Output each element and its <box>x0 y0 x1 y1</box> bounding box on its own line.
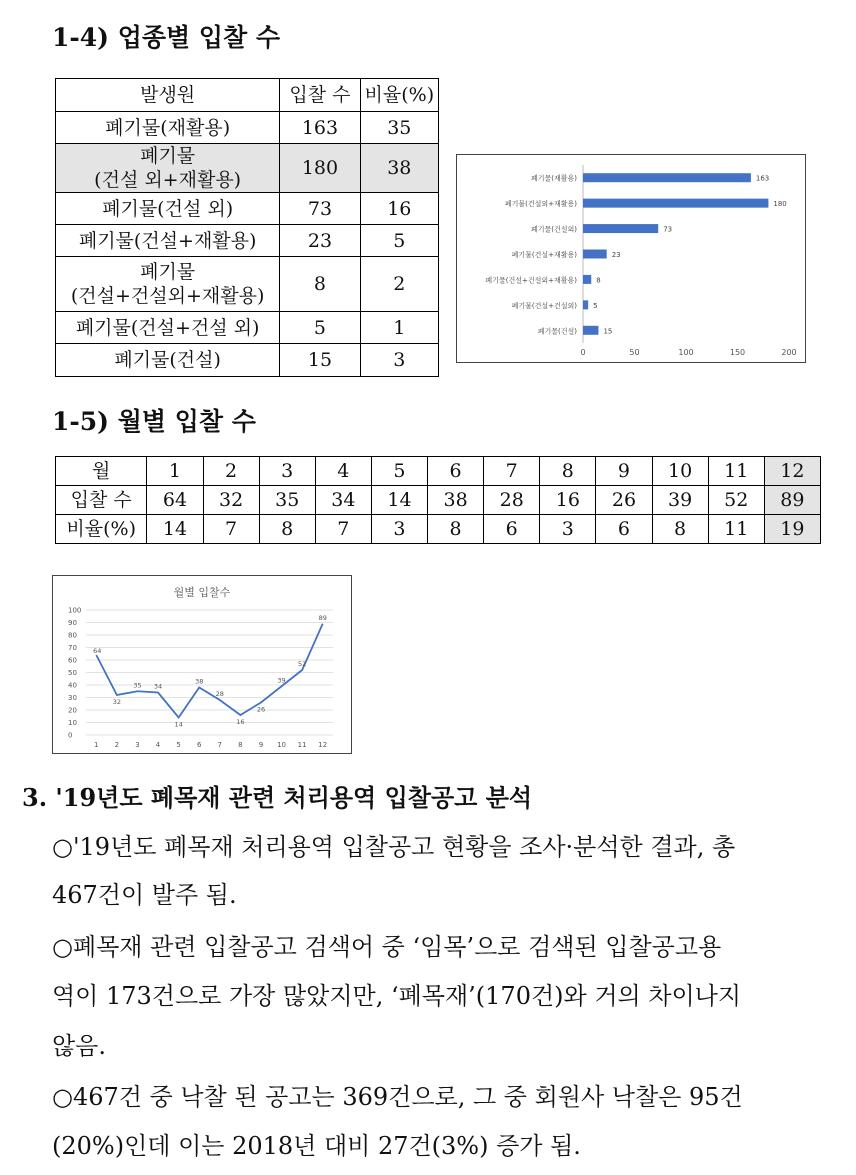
table-row <box>56 486 821 515</box>
table-cell-ratio: 35 <box>360 112 438 144</box>
row-label-cell: 입찰 수 <box>56 486 147 515</box>
category-label: 폐기물(건설외) <box>530 225 577 234</box>
table-cell: 64 <box>147 486 203 515</box>
bar <box>583 275 591 284</box>
table-cell-label: 폐기물(건설+건설 외) <box>56 312 280 344</box>
x-tick-label: 8 <box>238 741 243 749</box>
table-cell: 6 <box>484 515 540 544</box>
x-tick-label: 2 <box>114 741 120 749</box>
table-header-cell: 입찰 수 <box>280 79 360 112</box>
table-cell-ratio: 5 <box>360 225 438 257</box>
category-label: 폐기물(건설+재활용) <box>511 251 577 259</box>
category-label: 폐기물(건설+건설외) <box>511 301 577 310</box>
data-label: 52 <box>297 660 307 668</box>
table-cell-ratio: 3 <box>360 344 438 377</box>
section-heading-3: 3. '19년도 폐목재 관련 처리용역 입찰공고 분석 <box>22 783 533 812</box>
paragraph-3-line-2: (20%)인데 이는 2018년 대비 27건(3%) 증가 됨. <box>52 1132 581 1160</box>
x-tick-label: 12 <box>318 741 328 749</box>
bar <box>583 300 588 309</box>
table-cell: 12 <box>764 457 820 486</box>
data-label: 26 <box>256 705 266 714</box>
monthly-line-chart-svg <box>53 576 351 753</box>
x-tick-label: 6 <box>196 741 202 749</box>
x-tick-label: 100 <box>678 348 694 357</box>
y-tick-label: 30 <box>68 694 77 702</box>
table-cell: 8 <box>428 515 484 544</box>
table-cell: 52 <box>708 486 764 515</box>
table-cell-count: 73 <box>280 193 360 225</box>
table-cell: 7 <box>203 515 259 544</box>
data-label: 16 <box>236 718 245 726</box>
table-cell-label: 폐기물 (건설+건설외+재활용) <box>56 257 280 312</box>
table-cell: 28 <box>484 486 540 515</box>
monthly-line-chart <box>52 575 352 754</box>
table-row <box>56 312 439 344</box>
y-tick-label: 70 <box>68 644 77 652</box>
data-label: 14 <box>174 720 183 729</box>
industry-bar-chart <box>456 154 806 363</box>
table-row <box>56 112 439 144</box>
paragraph-2-line-3: 않음. <box>52 1032 106 1060</box>
x-tick-label: 4 <box>155 741 161 749</box>
y-tick-label: 80 <box>68 631 77 640</box>
data-label: 64 <box>93 647 102 655</box>
y-tick-label: 20 <box>68 706 77 715</box>
data-label: 15 <box>603 327 613 336</box>
table-cell: 2 <box>203 457 259 486</box>
table-cell-ratio: 2 <box>360 257 438 312</box>
paragraph-1-line-1: ○'19년도 폐목재 처리용역 입찰공고 현황을 조사·분석한 결과, 총 <box>52 833 736 861</box>
table-cell: 6 <box>596 515 652 544</box>
table-cell: 89 <box>764 486 820 515</box>
y-tick-label: 10 <box>68 719 77 727</box>
table-cell-ratio: 16 <box>360 193 438 225</box>
bar <box>583 173 751 182</box>
table-cell: 38 <box>428 486 484 515</box>
table-cell: 14 <box>147 515 203 544</box>
x-tick-label: 200 <box>781 348 797 357</box>
table-cell: 35 <box>259 486 315 515</box>
category-label: 폐기물(건설) <box>537 327 577 336</box>
series-line <box>96 624 322 718</box>
data-label: 32 <box>112 698 122 706</box>
bar <box>583 199 768 208</box>
table-cell: 7 <box>484 457 540 486</box>
table-cell-count: 163 <box>280 112 360 144</box>
data-label: 8 <box>596 276 601 285</box>
x-tick-label: 0 <box>580 348 586 357</box>
bar <box>583 250 607 259</box>
table-cell-count: 5 <box>280 312 360 344</box>
paragraph-2-line-1: ○폐목재 관련 입찰공고 검색어 중 ‘임목’으로 검색된 입찰공고용 <box>52 933 722 961</box>
table-cell: 8 <box>540 457 596 486</box>
table-cell-ratio: 38 <box>360 144 438 193</box>
table-cell: 39 <box>652 486 708 515</box>
industry-bar-chart-svg <box>457 155 805 362</box>
data-label: 163 <box>755 174 770 183</box>
table-cell: 3 <box>259 457 315 486</box>
x-tick-label: 3 <box>135 741 140 749</box>
table-cell-count: 8 <box>280 257 360 312</box>
table-cell: 8 <box>259 515 315 544</box>
table-cell: 16 <box>540 486 596 515</box>
table-cell-label: 폐기물(건설) <box>56 344 280 377</box>
table-row <box>56 193 439 225</box>
table-cell-count: 15 <box>280 344 360 377</box>
monthly-bid-table <box>55 456 821 544</box>
paragraph-3-line-1: ○467건 중 낙찰 된 공고는 369건으로, 그 중 회원사 낙찰은 95건 <box>52 1083 743 1111</box>
x-tick-label: 7 <box>217 741 223 749</box>
x-tick-label: 9 <box>258 741 264 749</box>
y-tick-label: 0 <box>68 731 73 740</box>
x-tick-label: 5 <box>176 741 181 749</box>
bar <box>583 224 658 233</box>
data-label: 28 <box>215 690 224 698</box>
table-cell: 1 <box>147 457 203 486</box>
x-tick-label: 10 <box>277 741 287 749</box>
data-label: 35 <box>133 681 142 690</box>
table-cell-label: 폐기물(건설+재활용) <box>56 225 280 257</box>
bar <box>583 326 598 335</box>
table-row <box>56 225 439 257</box>
data-label: 23 <box>611 251 621 259</box>
table-cell: 6 <box>428 457 484 486</box>
table-cell-label: 폐기물(재활용) <box>56 112 280 144</box>
category-label: 폐기물(재활용) <box>530 174 577 183</box>
x-tick-label: 150 <box>729 348 746 357</box>
section-heading-1-4: 1-4) 업종별 입찰 수 <box>52 23 281 52</box>
row-label-cell: 비율(%) <box>56 515 147 544</box>
industry-bid-table <box>55 78 439 377</box>
table-cell: 9 <box>596 457 652 486</box>
table-cell: 19 <box>764 515 820 544</box>
chart-title: 월별 입찰수 <box>173 586 231 599</box>
table-row <box>56 344 439 377</box>
data-label: 38 <box>195 677 204 686</box>
x-tick-label: 50 <box>629 348 640 357</box>
table-cell: 11 <box>708 457 764 486</box>
table-row <box>56 457 821 486</box>
table-cell-count: 180 <box>280 144 360 193</box>
y-tick-label: 60 <box>68 656 77 665</box>
data-label: 73 <box>663 225 673 234</box>
table-cell-count: 23 <box>280 225 360 257</box>
table-cell: 32 <box>203 486 259 515</box>
y-tick-label: 40 <box>68 681 77 690</box>
section-heading-1-5: 1-5) 월별 입찰 수 <box>52 407 256 436</box>
category-label: 폐기물(건설외+재활용) <box>504 200 577 209</box>
category-label: 폐기물(건설+건설외+재활용) <box>485 276 577 285</box>
table-cell: 3 <box>540 515 596 544</box>
table-cell-label: 폐기물(건설 외) <box>56 193 280 225</box>
x-tick-label: 1 <box>94 741 99 749</box>
table-cell: 10 <box>652 457 708 486</box>
table-header-row <box>56 79 439 112</box>
table-cell: 5 <box>371 457 427 486</box>
table-cell: 3 <box>371 515 427 544</box>
data-label: 5 <box>593 301 598 310</box>
y-tick-label: 90 <box>68 619 77 627</box>
table-header-cell: 비율(%) <box>360 79 438 112</box>
table-cell: 26 <box>596 486 652 515</box>
data-label: 180 <box>773 200 787 209</box>
table-cell: 14 <box>371 486 427 515</box>
table-row <box>56 144 439 193</box>
table-cell-label: 폐기물 (건설 외+재활용) <box>56 144 280 193</box>
table-row <box>56 257 439 312</box>
data-label: 34 <box>153 682 163 691</box>
y-tick-label: 100 <box>68 606 82 615</box>
data-label: 89 <box>318 613 327 622</box>
x-tick-label: 11 <box>297 741 307 749</box>
table-cell: 8 <box>652 515 708 544</box>
row-label-cell: 월 <box>56 457 147 486</box>
table-cell-ratio: 1 <box>360 312 438 344</box>
table-cell: 4 <box>315 457 371 486</box>
paragraph-2-line-2: 역이 173건으로 가장 많았지만, ‘폐목재’(170건)와 거의 차이나지 <box>52 982 742 1010</box>
table-cell: 34 <box>315 486 371 515</box>
table-cell: 11 <box>708 515 764 544</box>
paragraph-1-line-2: 467건이 발주 됨. <box>52 881 237 909</box>
table-header-cell: 발생원 <box>56 79 280 112</box>
table-cell: 7 <box>315 515 371 544</box>
table-row <box>56 515 821 544</box>
data-label: 39 <box>277 676 286 685</box>
y-tick-label: 50 <box>68 669 77 677</box>
